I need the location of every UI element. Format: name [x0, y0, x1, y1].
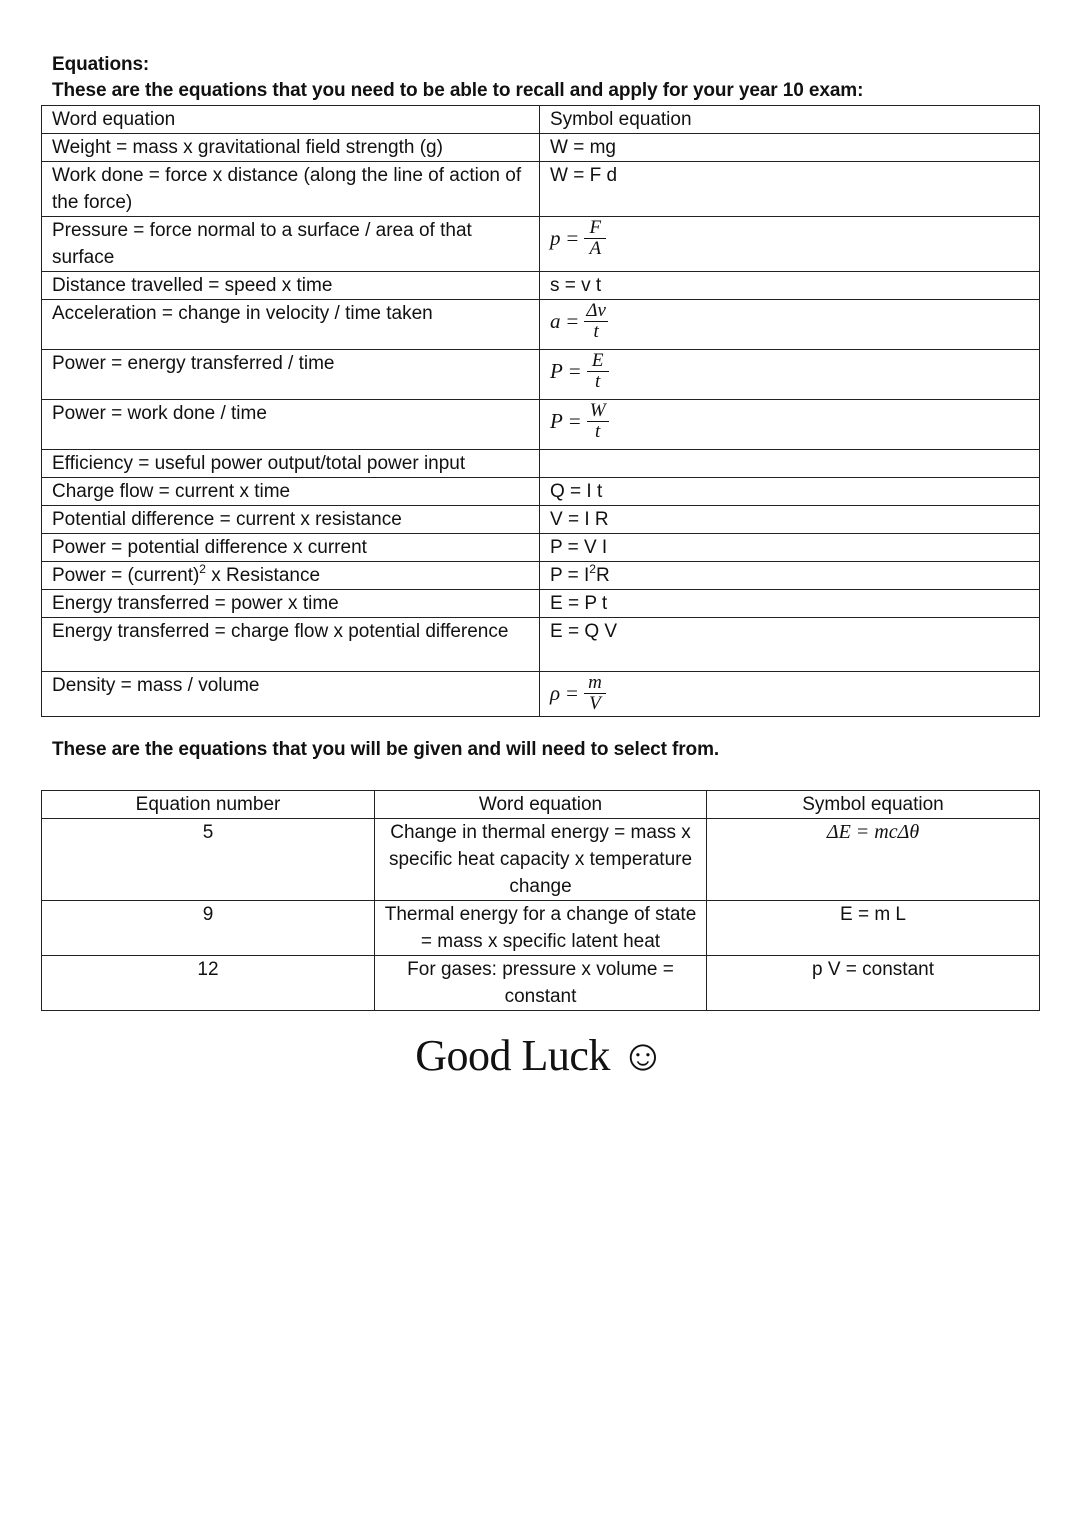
fraction: [584, 302, 608, 341]
numerator: F: [589, 217, 602, 238]
word-equation: Energy transferred = charge flow x potential difference: [42, 618, 540, 672]
table-row: [42, 901, 1040, 956]
symbol-equation: W = mg: [540, 134, 1040, 162]
symbol-equation: V = I R: [540, 506, 1040, 534]
symbol-equation: p = $\frac{F}{A}$: [540, 217, 1040, 272]
table-row: [42, 300, 1040, 350]
symbol-lhs: ρ: [550, 681, 561, 705]
word-equation: Charge flow = current x time: [42, 478, 540, 506]
recall-equations-table: [41, 105, 1040, 717]
table-row: [42, 400, 1040, 450]
word-equation: Energy transferred = power x time: [42, 590, 540, 618]
good-luck-text: Good Luck: [415, 1031, 610, 1080]
header-symbol-equation: Symbol equation: [540, 106, 1040, 134]
fraction: [587, 352, 609, 391]
table-row: [42, 618, 1040, 672]
symbol-equation: Q = I t: [540, 478, 1040, 506]
equation-number: 12: [42, 956, 375, 1011]
symbol-equation: [540, 450, 1040, 478]
denominator: A: [589, 238, 602, 259]
page-title: Equations:: [52, 54, 150, 75]
table-row: [42, 478, 1040, 506]
symbol-equation: E = Q V: [540, 618, 1040, 672]
symbol-lhs: P: [550, 409, 563, 433]
table-row: [42, 590, 1040, 618]
fraction: [584, 219, 606, 258]
table-row: [42, 450, 1040, 478]
word-equation: Power = work done / time: [42, 400, 540, 450]
symbol-equation: E = m L: [707, 901, 1040, 956]
symbol-equation: P = $\frac{W}{t}$: [540, 400, 1040, 450]
fraction: [587, 402, 609, 441]
numerator: Δv: [586, 300, 606, 321]
symbol-equation: $P = I^2R$: [540, 562, 1040, 590]
symbol-equation: ΔE = mcΔθ: [707, 819, 1040, 901]
denominator: t: [593, 321, 599, 342]
denominator: V: [589, 693, 601, 714]
symbol-lhs: p: [550, 226, 561, 250]
word-equation: Power = (current)$^2$ x Resistance: [42, 562, 540, 590]
word-equation: Distance travelled = speed x time: [42, 272, 540, 300]
given-intro: These are the equations that you will be given and will need to select from.: [52, 739, 720, 760]
word-equation: Density = mass / volume: [42, 672, 540, 717]
header-symbol-equation: Symbol equation: [707, 791, 1040, 819]
smiley-face-icon: ☺: [620, 1031, 665, 1080]
table-row: [42, 534, 1040, 562]
header-word-equation: Word equation: [375, 791, 707, 819]
word-equation: Weight = mass x gravitational field strength (g): [42, 134, 540, 162]
table-row: [42, 272, 1040, 300]
symbol-equation: W = F d: [540, 162, 1040, 217]
word-equation: Change in thermal energy = mass x specific heat capacity x temperature change: [375, 819, 707, 901]
word-equation: Work done = force x distance (along the line of action of the force): [42, 162, 540, 217]
word-equation: Efficiency = useful power output/total power input: [42, 450, 540, 478]
given-equations-table: [41, 790, 1040, 1011]
table-row: [42, 819, 1040, 901]
good-luck-message: [0, 1030, 1080, 1081]
symbol-equation: p V = constant: [707, 956, 1040, 1011]
numerator: W: [589, 400, 606, 421]
table-row: [42, 134, 1040, 162]
table-row: [42, 162, 1040, 217]
symbol-lhs: a: [550, 309, 561, 333]
word-equation: Power = potential difference x current: [42, 534, 540, 562]
table-row: [42, 562, 1040, 590]
symbol-equation: P = V I: [540, 534, 1040, 562]
table-row: [42, 350, 1040, 400]
symbol-equation: P = $\frac{E}{t}$: [540, 350, 1040, 400]
denominator: t: [595, 421, 601, 442]
word-equation: Pressure = force normal to a surface / area of that surface: [42, 217, 540, 272]
header-word-equation: Word equation: [42, 106, 540, 134]
symbol-equation: E = P t: [540, 590, 1040, 618]
recall-intro: These are the equations that you need to be able to recall and apply for your year 10 exam:: [52, 80, 864, 101]
word-equation: For gases: pressure x volume = constant: [375, 956, 707, 1011]
table-row: [42, 956, 1040, 1011]
table-row: [42, 506, 1040, 534]
word-equation: Potential difference = current x resistance: [42, 506, 540, 534]
word-equation: Thermal energy for a change of state = mass x specific latent heat: [375, 901, 707, 956]
word-equation: Power = energy transferred / time: [42, 350, 540, 400]
table-header-row: [42, 106, 1040, 134]
word-equation: Acceleration = change in velocity / time taken: [42, 300, 540, 350]
equation-number: 5: [42, 819, 375, 901]
table-row: [42, 217, 1040, 272]
equation-number: 9: [42, 901, 375, 956]
fraction: [584, 674, 606, 713]
symbol-equation: s = v t: [540, 272, 1040, 300]
numerator: m: [588, 672, 602, 693]
denominator: t: [595, 371, 601, 392]
table-row: [42, 672, 1040, 717]
numerator: E: [591, 350, 604, 371]
header-equation-number: Equation number: [42, 791, 375, 819]
symbol-lhs: P: [550, 359, 563, 383]
table-header-row: [42, 791, 1040, 819]
symbol-equation: ρ = $\frac{m}{V}$: [540, 672, 1040, 717]
symbol-equation: a = $\frac{\Delta v}{t}$: [540, 300, 1040, 350]
